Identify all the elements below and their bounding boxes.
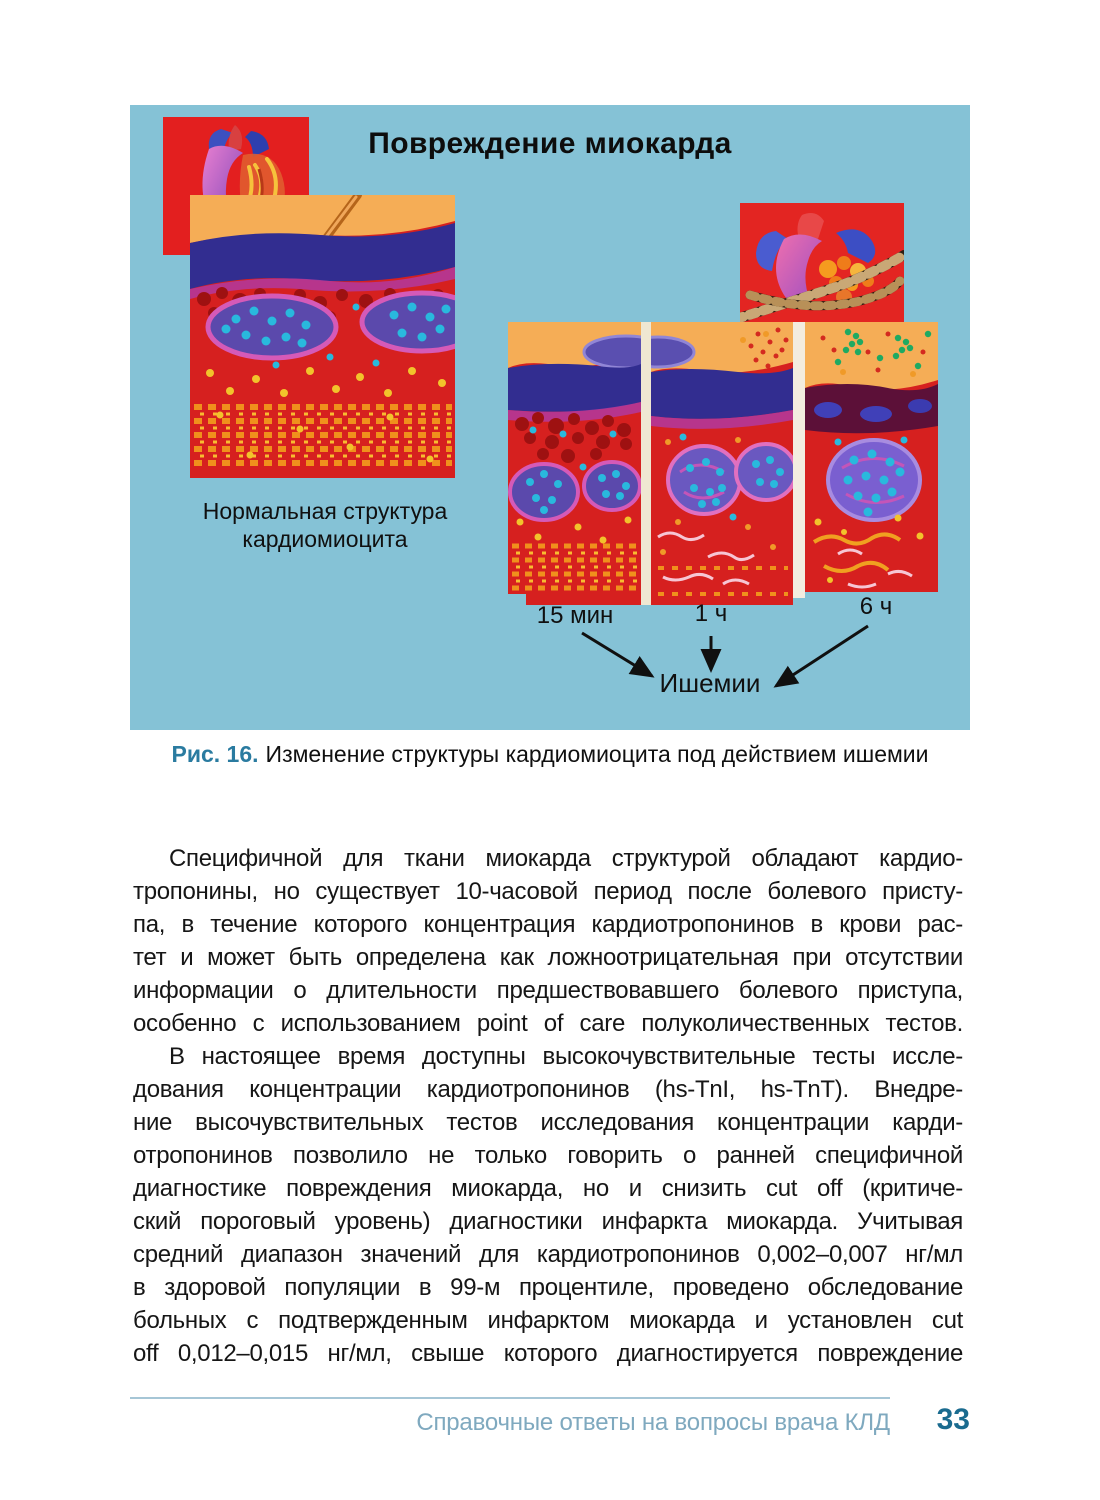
body-text-line: off 0,012–0,015 нг/мл, свыше которого диагностируется повреждение	[133, 1340, 963, 1367]
body-text-line: ние высочувствительных тестов исследования концентрации карди-	[133, 1109, 963, 1136]
normal-cardiomyocyte-image	[190, 195, 455, 478]
body-text-line: дования концентрации кардиотропонинов (hs-TnI, hs-TnT). Внедре-	[133, 1076, 963, 1103]
cardiomyocyte-label-line1: Нормальная структура	[202, 498, 448, 524]
ischemia-panel-6h	[805, 322, 938, 592]
panel-divider	[641, 322, 651, 605]
figure-title: Повреждение миокарда	[368, 127, 732, 160]
figure-caption	[0, 741, 1100, 768]
time-label-6h: 6 ч	[859, 593, 893, 620]
body-text	[133, 842, 963, 1370]
figure-panel	[130, 105, 970, 730]
body-text-line: в здоровой популяции в 99-м процентиле, проведено обследование	[133, 1274, 963, 1301]
body-text-line: диагностике повреждения миокарда, но и снизить cut off (критиче-	[133, 1175, 963, 1202]
page-number: 33	[936, 1403, 970, 1436]
body-text-line: информации о длительности предшествовавшего болевого приступа,	[133, 977, 963, 1004]
body-text-line: ский пороговый уровень) диагностики инфаркта миокарда. Учитывая	[133, 1208, 963, 1235]
footer-running-title: Справочные ответы на вопросы врача КЛД	[416, 1409, 890, 1436]
caption-text: Изменение структуры кардиомиоцита под действием ишемии	[265, 741, 929, 767]
body-text-line: особенно с использованием point of care полуколичественных тестов.	[133, 1010, 963, 1037]
time-label-15min: 15 мин	[536, 602, 614, 629]
panel-divider	[793, 322, 805, 598]
occluded-heart-image	[740, 203, 904, 330]
body-text-line: тропонины, но существует 10-часовой период после болевого присту-	[133, 878, 963, 905]
body-text-line: больных с подтвержденным инфарктом миокарда и установлен cut	[133, 1307, 963, 1334]
body-text-line: отропонинов позволило не только говорить о ранней специфичной	[133, 1142, 963, 1169]
ischemia-panels-image	[508, 322, 938, 605]
footer-divider	[130, 1397, 890, 1399]
body-text-line: па, в течение которого концентрация кардиотропонинов в крови рас-	[133, 911, 963, 938]
cardiomyocyte-label	[160, 497, 490, 553]
ischemia-label: Ишемии	[659, 668, 761, 698]
body-text-line: В настоящее время доступны высокочувствительные тесты иссле-	[169, 1043, 963, 1070]
body-text-line: Специфичной для ткани миокарда структурой обладают кардио-	[169, 845, 963, 872]
body-text-line: средний диапазон значений для кардиотропонинов 0,002–0,007 нг/мл	[133, 1241, 963, 1268]
body-text-line: тет и может быть определена как ложноотрицательная при отсутствии	[133, 944, 963, 971]
caption-number: Рис. 16.	[171, 741, 259, 767]
time-label-1h: 1 ч	[694, 600, 728, 627]
cardiomyocyte-label-line2: кардиомиоцита	[242, 526, 408, 552]
